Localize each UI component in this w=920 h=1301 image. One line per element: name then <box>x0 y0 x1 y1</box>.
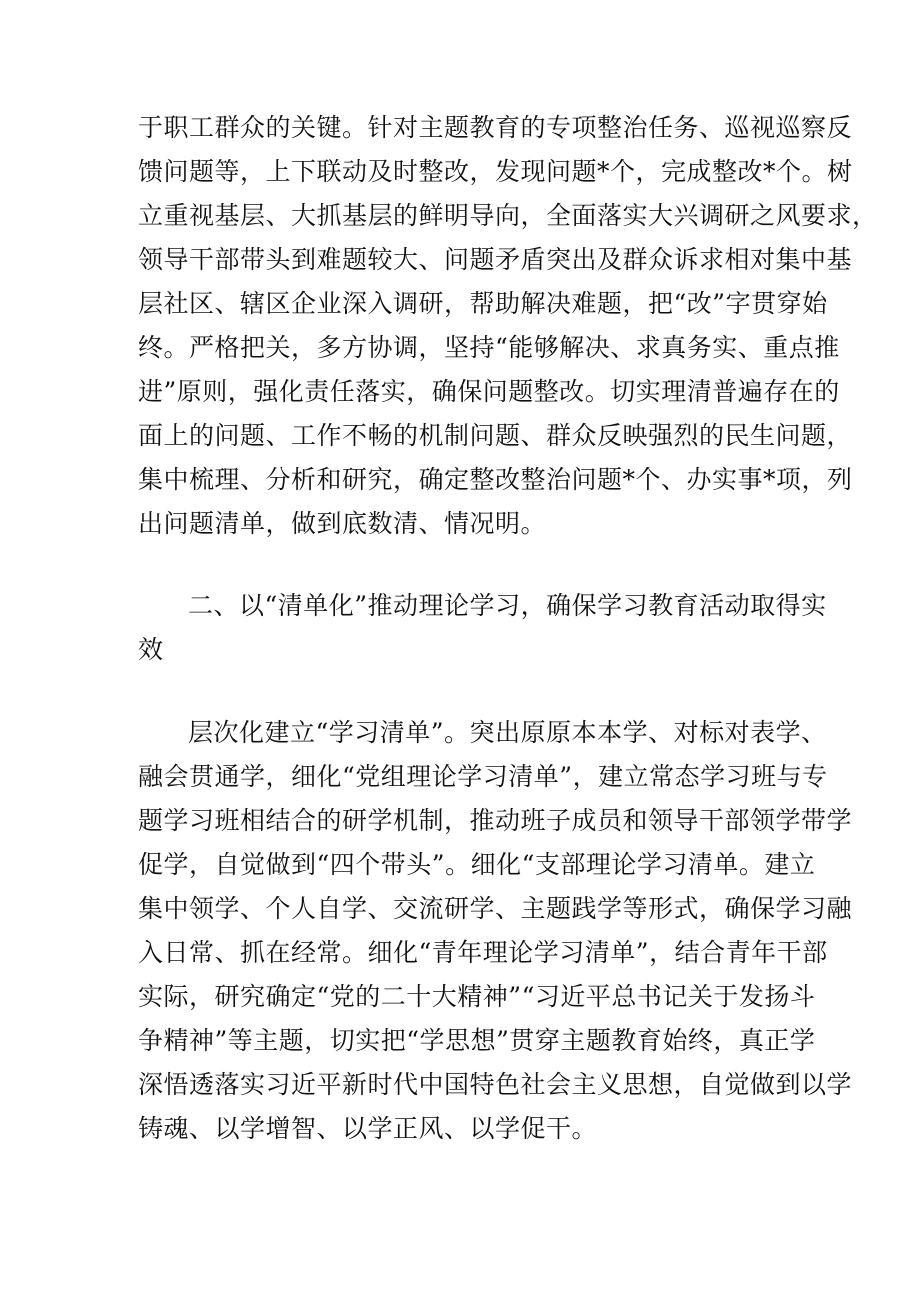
paragraph-line: 争精神”等主题，切实把“学思想”贯穿主题教育始终，真正学 <box>138 1026 816 1055</box>
paragraph-line: 集中领学、个人自学、交流研学、主题践学等形式，确保学习融 <box>138 894 853 923</box>
paragraph-line: 题学习班相结合的研学机制，推动班子成员和领导干部领学带学 <box>138 806 853 835</box>
paragraph-line: 于职工群众的关键。针对主题教育的专项整治任务、巡视巡察反 <box>138 113 853 142</box>
paragraph-line: 馈问题等，上下联动及时整改，发现问题*个，完成整改*个。树 <box>138 157 853 186</box>
section-heading-line: 效 <box>138 635 164 664</box>
paragraph-line: 深悟透落实习近平新时代中国特色社会主义思想，自觉做到以学 <box>138 1070 853 1099</box>
paragraph-line: 实际，研究确定“党的二十大精神”“习近平总书记关于发扬斗 <box>138 982 816 1011</box>
section-heading-line: 二、以“清单化”推动理论学习，确保学习教育活动取得实 <box>188 591 827 620</box>
paragraph-line: 层社区、辖区企业深入调研，帮助解决难题，把“改”字贯穿始 <box>138 289 828 318</box>
paragraph-line: 领导干部带头到难题较大、问题矛盾突出及群众诉求相对集中基 <box>138 245 853 274</box>
paragraph-line: 进”原则，强化责任落实，确保问题整改。切实理清普遍存在的 <box>138 377 840 406</box>
paragraph-line: 面上的问题、工作不畅的机制问题、群众反映强烈的民生问题， <box>138 421 853 450</box>
paragraph-line: 立重视基层、大抓基层的鲜明导向，全面落实大兴调研之风要求， <box>138 201 878 230</box>
paragraph-line: 铸魂、以学增智、以学正风、以学促干。 <box>138 1114 598 1143</box>
paragraph-line: 终。严格把关，多方协调，坚持“能够解决、求真务实、重点推 <box>138 333 840 362</box>
paragraph-line: 出问题清单，做到底数清、情况明。 <box>138 509 547 538</box>
paragraph-line: 入日常、抓在经常。细化“青年理论学习清单”，结合青年干部 <box>138 938 828 967</box>
paragraph-line: 促学，自觉做到“四个带头”。细化“支部理论学习清单。建立 <box>138 850 816 879</box>
paragraph-line: 融会贯通学，细化“党组理论学习清单”，建立常态学习班与专 <box>138 762 828 791</box>
paragraph-line: 层次化建立“学习清单”。突出原原本本学、对标对表学、 <box>188 718 827 747</box>
paragraph-line: 集中梳理、分析和研究，确定整改整治问题*个、办实事*项，列 <box>138 465 853 494</box>
